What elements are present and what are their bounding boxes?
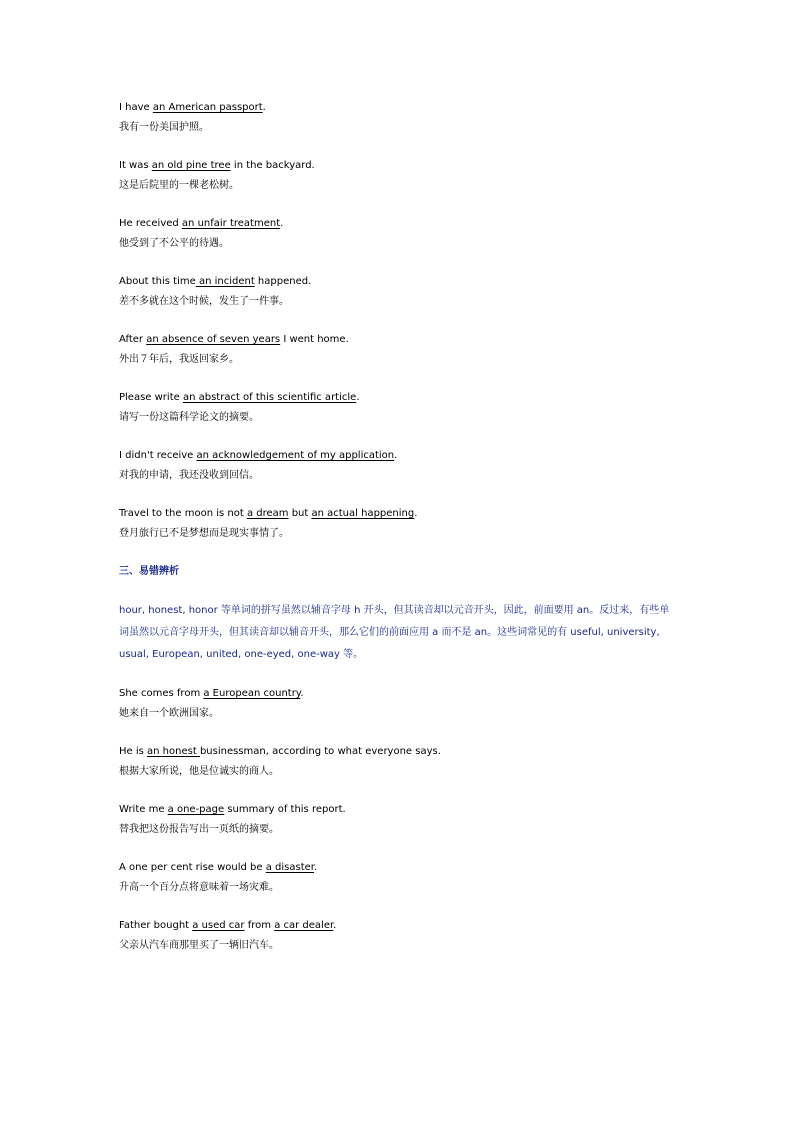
- example-sentence-pair: [119, 684, 679, 724]
- sentence-text: .: [313, 862, 318, 873]
- example-sentence-pair: [119, 800, 679, 840]
- sentence-text: .: [280, 218, 284, 229]
- underlined-phrase: a one-page: [167, 804, 225, 815]
- english-sentence: [119, 742, 679, 762]
- sentence-text: .: [262, 102, 266, 113]
- example-sentence-pair: [119, 446, 679, 486]
- chinese-translation: 差不多就在这个时候，发生了一件事。: [119, 296, 289, 307]
- sentence-text: After: [119, 334, 147, 345]
- chinese-translation: 父亲从汽车商那里买了一辆旧汽车。: [119, 940, 279, 951]
- sentence-text: in the backyard.: [230, 160, 315, 171]
- sentence-text: Father bought: [119, 920, 193, 931]
- english-sentence: [119, 330, 679, 350]
- example-sentence-pair: [119, 214, 679, 254]
- example-group-confusables: [119, 684, 679, 956]
- sentence-text: happened.: [254, 276, 312, 287]
- underlined-phrase: an absence of seven years: [146, 334, 281, 345]
- underlined-phrase: an American passport: [152, 102, 263, 113]
- sentence-text: summary of this report.: [224, 804, 346, 815]
- sentence-text: but: [288, 508, 312, 519]
- chinese-translation: 外出７年后，我返回家乡。: [119, 354, 239, 365]
- sentence-text: He is: [119, 746, 148, 757]
- underlined-phrase: a used car: [192, 920, 245, 931]
- underlined-phrase: an acknowledgement of my application: [196, 450, 395, 461]
- sentence-text: A one per cent rise would be: [119, 862, 266, 873]
- example-sentence-pair: [119, 858, 679, 898]
- sentence-text: .: [333, 920, 337, 931]
- example-sentence-pair: [119, 156, 679, 196]
- example-group-articles: [119, 98, 679, 544]
- english-sentence: [119, 684, 679, 704]
- sentence-text: I went home.: [280, 334, 349, 345]
- chinese-translation: 登月旅行已不是梦想而是现实事情了。: [119, 528, 289, 539]
- chinese-translation: 根据大家所说，他是位诚实的商人。: [119, 766, 279, 777]
- sentence-text: .: [356, 392, 360, 403]
- example-sentence-pair: [119, 388, 679, 428]
- example-sentence-pair: [119, 330, 679, 370]
- sentence-text: Write me: [119, 804, 168, 815]
- underlined-phrase: a disaster: [265, 862, 314, 873]
- chinese-translation: 对我的申请，我还没收到回信。: [119, 470, 259, 481]
- english-sentence: [119, 98, 679, 118]
- explanation-paragraph: hour, honest, honor 等单词的拼写虽然以辅音字母 h 开头，但其读音却以元音开头，因此，前面要用 an。反过来，有些单词虽然以元音字母开头，但其读音却以辅音开头，那么它们的前面应用 a 而不是 an。这些词常见的有 useful, university, usual, European, united, one-eyed, one-way 等。: [119, 605, 670, 660]
- chinese-translation: 请写一份这篇科学论文的摘要。: [119, 412, 259, 423]
- underlined-phrase: an honest: [147, 746, 200, 757]
- underlined-phrase: an unfair treatment: [181, 218, 281, 229]
- example-sentence-pair: [119, 504, 679, 544]
- english-sentence: [119, 272, 679, 292]
- english-sentence: [119, 916, 679, 936]
- sentence-text: .: [300, 688, 304, 699]
- sentence-text: About this time: [119, 276, 196, 287]
- sentence-text: She comes from: [119, 688, 204, 699]
- english-sentence: [119, 156, 679, 176]
- sentence-text: Please write: [119, 392, 183, 403]
- sentence-text: He received: [119, 218, 182, 229]
- chinese-translation: 这是后院里的一棵老松树。: [119, 180, 239, 191]
- sentence-text: I didn't receive: [119, 450, 197, 461]
- sentence-text: .: [394, 450, 398, 461]
- english-sentence: [119, 446, 679, 466]
- chinese-translation: 他受到了不公平的待遇。: [119, 238, 229, 249]
- chinese-translation: 替我把这份报告写出一页纸的摘要。: [119, 824, 279, 835]
- document-page: [119, 98, 679, 974]
- underlined-phrase: an abstract of this scientific article: [182, 392, 357, 403]
- chinese-translation: 她来自一个欧洲国家。: [119, 708, 219, 719]
- underlined-phrase: a European country: [203, 688, 301, 699]
- english-sentence: [119, 800, 679, 820]
- example-sentence-pair: [119, 98, 679, 138]
- sentence-text: from: [244, 920, 275, 931]
- english-sentence: [119, 858, 679, 878]
- sentence-text: It was: [119, 160, 152, 171]
- section-heading: 三、易错辨析: [119, 566, 179, 577]
- chinese-translation: 升高一个百分点将意味着一场灾难。: [119, 882, 279, 893]
- english-sentence: [119, 388, 679, 408]
- underlined-phrase: an actual happening: [311, 508, 415, 519]
- sentence-text: businessman, according to what everyone says.: [199, 746, 441, 757]
- underlined-phrase: a car dealer: [274, 920, 334, 931]
- underlined-phrase: an old pine tree: [151, 160, 231, 171]
- sentence-text: I have: [119, 102, 153, 113]
- english-sentence: [119, 214, 679, 234]
- example-sentence-pair: [119, 916, 679, 956]
- chinese-translation: 我有一份美国护照。: [119, 122, 209, 133]
- example-sentence-pair: [119, 272, 679, 312]
- english-sentence: [119, 504, 679, 524]
- underlined-phrase: a dream: [246, 508, 289, 519]
- sentence-text: .: [414, 508, 418, 519]
- sentence-text: Travel to the moon is not: [119, 508, 247, 519]
- example-sentence-pair: [119, 742, 679, 782]
- underlined-phrase: an incident: [195, 276, 255, 287]
